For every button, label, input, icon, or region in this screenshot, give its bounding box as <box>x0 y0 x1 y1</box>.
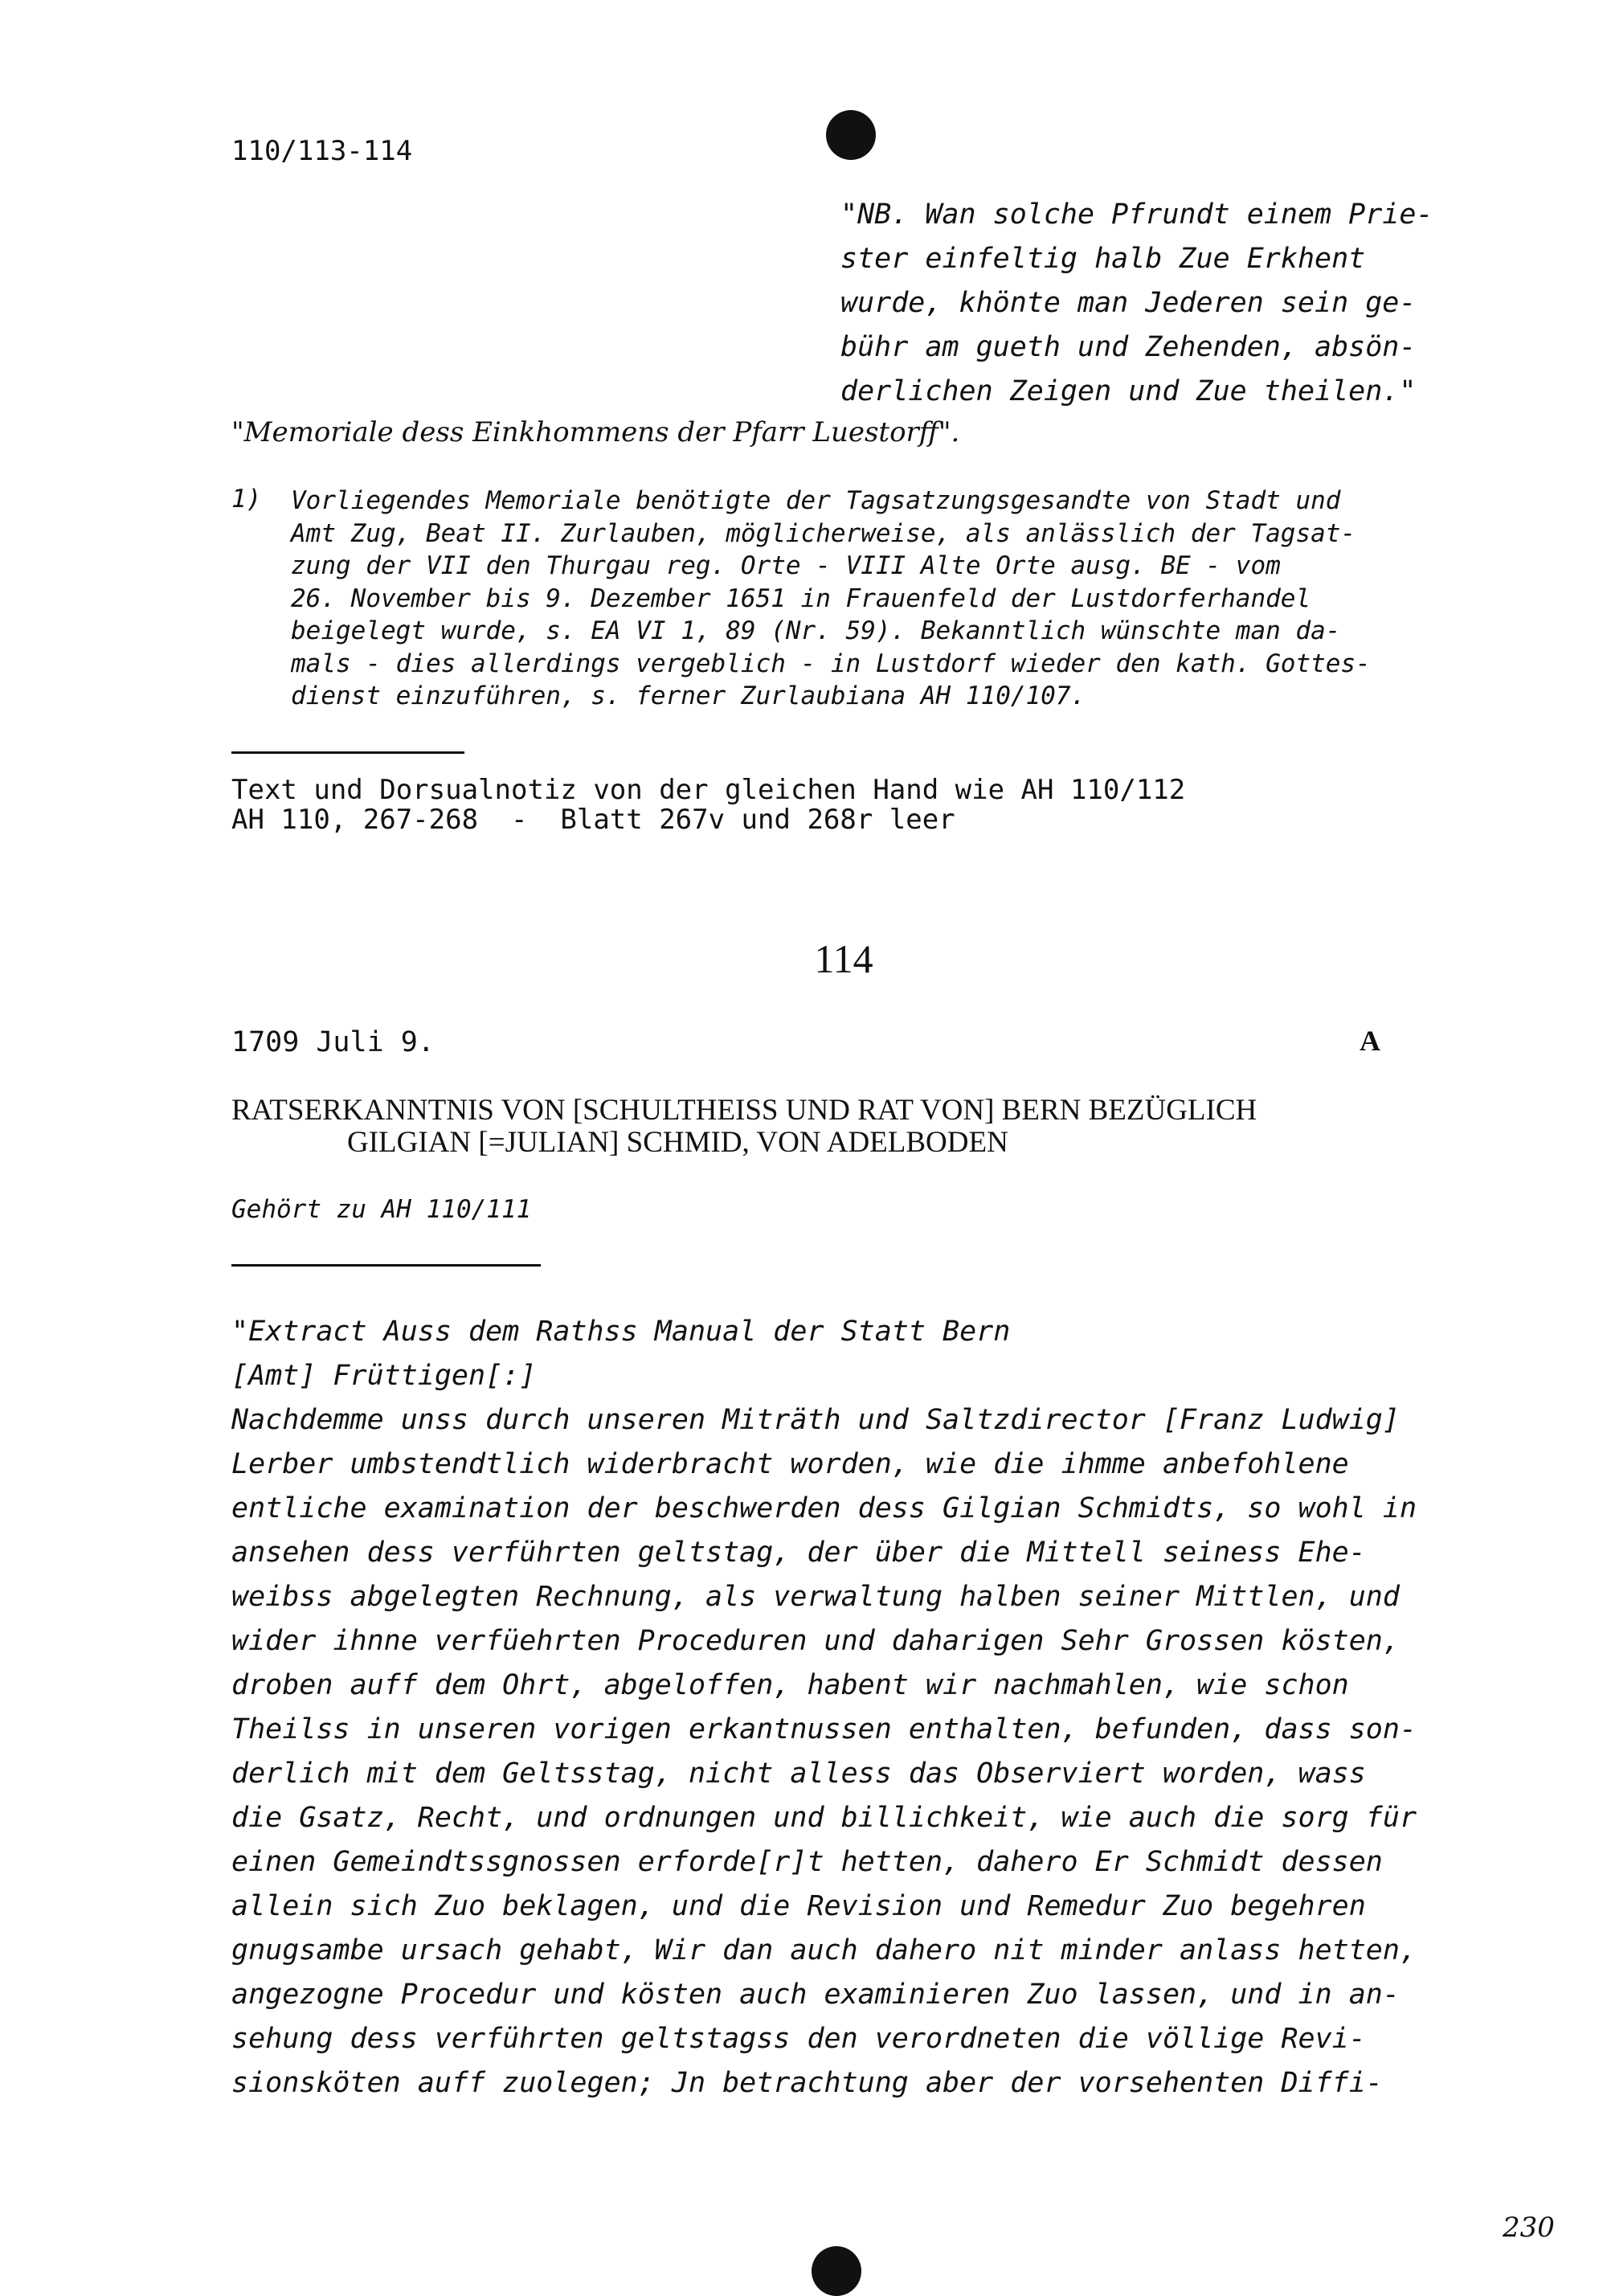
quote-line: bühr am gueth und Zehenden, absön- <box>840 331 1417 363</box>
page-number: 230 <box>1503 2212 1555 2244</box>
document-title: RATSERKANNTNIS VON [SCHULTHEISS UND RAT VON] BERN BEZÜGLICH <box>231 1094 1257 1127</box>
body-text <box>231 1310 1417 2106</box>
body-line: allein sich Zuo beklagen, und die Revision und Remedur Zuo begehren <box>231 1890 1366 1922</box>
footnote-line: Amt Zug, Beat II. Zurlauben, möglicherweise, als anlässlich der Tagsat- <box>291 518 1356 548</box>
footnote-line: Vorliegendes Memoriale benötigte der Tagsatzungsgesandte von Stadt und <box>291 486 1341 515</box>
source-note-line: AH 110, 267-268 - Blatt 267v und 268r leer <box>231 804 955 836</box>
footnote-text <box>291 485 1371 713</box>
footnote-line: beigelegt wurde, s. EA VI 1, 89 (Nr. 59). Bekanntlich wünschte man da- <box>291 616 1341 645</box>
divider <box>231 751 464 754</box>
body-line: wider ihnne verfüehrten Proceduren und daharigen Sehr Grossen kösten, <box>231 1625 1400 1657</box>
body-line: gnugsambe ursach gehabt, Wir dan auch dahero nit minder anlass hetten, <box>231 1934 1417 1967</box>
body-line: derlich mit dem Geltsstag, nicht alless das Observiert worden, wass <box>231 1758 1366 1790</box>
footnote-line: mals - dies allerdings vergeblich - in Lustdorf wieder den kath. Gottes- <box>291 649 1371 678</box>
body-line: entliche examination der beschwerden dess Gilgian Schmidts, so wohl in <box>231 1492 1417 1525</box>
footnote-marker: 1) <box>231 485 262 514</box>
source-note <box>231 776 1185 835</box>
footnote-line: 26. November bis 9. Dezember 1651 in Frauenfeld der Lustdorferhandel <box>291 583 1311 613</box>
body-line: sehung dess verführten geltstagss den verordneten die völlige Revi- <box>231 2023 1366 2055</box>
body-line: ansehen dess verführten geltstag, der über die Mittell seiness Ehe- <box>231 1537 1366 1569</box>
footnote-line: zung der VII den Thurgau reg. Orte - VIII Alte Orte ausg. BE - vom <box>291 551 1281 580</box>
document-title-continued: GILGIAN [=JULIAN] SCHMID, VON ADELBODEN <box>347 1126 1008 1159</box>
body-line: Lerber umbstendtlich widerbracht worden, wie die ihmme anbefohlene <box>231 1448 1349 1480</box>
body-line: angezogne Procedur und kösten auch examinieren Zuo lassen, und in an- <box>231 1979 1400 2011</box>
punch-hole-mark-bottom <box>812 2246 861 2296</box>
quote-line: ster einfeltig halb Zue Erkhent <box>840 243 1366 275</box>
document-type: A <box>1360 1025 1380 1057</box>
punch-hole-mark <box>826 110 876 160</box>
body-line: "Extract Auss dem Rathss Manual der Statt Bern <box>231 1316 1011 1348</box>
source-note-line: Text und Dorsualnotiz von der gleichen Hand wie AH 110/112 <box>231 774 1186 806</box>
body-line: Theilss in unseren vorigen erkantnussen enthalten, befunden, dass son- <box>231 1713 1417 1746</box>
divider <box>231 1264 541 1267</box>
body-line: Nachdemme unss durch unseren Miträth und Saltzdirector [Franz Ludwig] <box>231 1404 1400 1436</box>
body-line: droben auff dem Ohrt, abgeloffen, habent wir nachmahlen, wie schon <box>231 1669 1349 1701</box>
related-reference: Gehört zu AH 110/111 <box>231 1195 532 1224</box>
quote-line: "NB. Wan solche Pfrundt einem Prie- <box>840 198 1433 231</box>
body-line: weibss abgelegten Rechnung, als verwaltung halben seiner Mittlen, und <box>231 1581 1400 1613</box>
quote-line: wurde, khönte man Jederen sein ge- <box>840 287 1417 319</box>
body-line: [Amt] Früttigen[:] <box>231 1360 537 1392</box>
footnote-line: dienst einzuführen, s. ferner Zurlaubiana AH 110/107. <box>291 681 1086 710</box>
body-line: die Gsatz, Recht, und ordnungen und billichkeit, wie auch die sorg für <box>231 1802 1417 1834</box>
quote-block <box>840 193 1433 414</box>
document-number: 114 <box>814 936 873 981</box>
body-line: sionsköten auff zuolegen; Jn betrachtung aber der vorsehenten Diffi- <box>231 2067 1383 2099</box>
body-line: einen Gemeindtssgnossen erforde[r]t hetten, dahero Er Schmidt dessen <box>231 1846 1383 1878</box>
page-reference: 110/113-114 <box>231 135 413 167</box>
document-date: 1709 Juli 9. <box>231 1026 435 1058</box>
dorsal-note: "Memoriale dess Einkhommens der Pfarr Luestorff". <box>231 416 960 448</box>
quote-line: derlichen Zeigen und Zue theilen." <box>840 375 1417 407</box>
